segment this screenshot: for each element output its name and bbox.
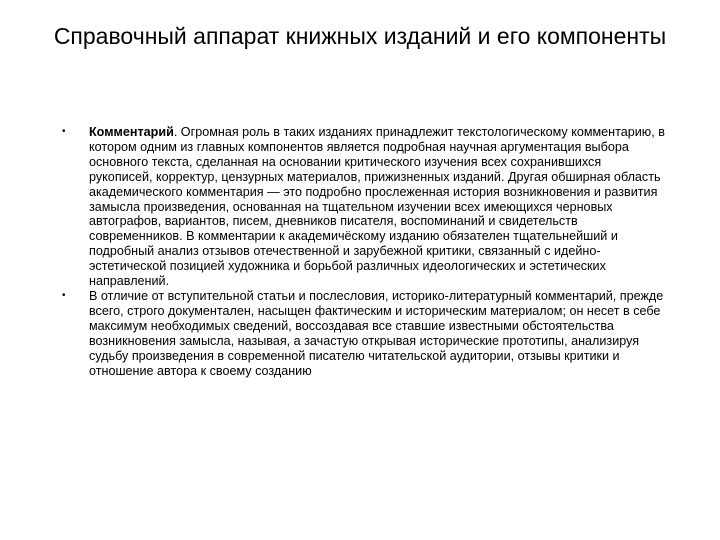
bullet-text: В отличие от вступительной статьи и послесловия, историко-литературный комментарий, прежде всего, строго документален, насыщен фактическим и историческим материалом; он несет в себе максимум необходимых сведений, воссоздавая все ставшие известными обстоятельства возникновения замысла, называя, а зачастую открывая исторические прототипы, анализируя судьбу произведения в современной писателю читательской аудитории, отзывы критики и отношение автора к своему созданию <box>89 288 664 378</box>
bullet-marker: • <box>62 289 66 301</box>
bullet-list <box>56 125 666 378</box>
slide-title: Справочный аппарат книжных изданий и его компоненты <box>53 23 667 49</box>
bullet-marker: • <box>62 126 66 137</box>
bullet-item-commentary <box>56 125 666 289</box>
bullet-term: Комментарий <box>89 125 174 139</box>
bullet-item-historical-commentary <box>56 289 666 378</box>
bullet-text: . Огромная роль в таких изданиях принадлежит текстологическому комментарию, в котором одним из главных компонентов является подробная научная аргументация выбора основного текста, сделанная на основании критического изучения всех сохранившихся рукописей, корректур, цензурных материалов, прижизненных изданий. Другая обширная область академического комментария — это подробно прослеженная история возникновения и развития замысла произведения, основанная на тщательном изучении всех имеющихся черновых автографов, вариантов, писем, дневников писателя, воспоминаний и свидетельств современников. В комментарии к академичёскому изданию обязателен тщательнейший и подробный анализ отзывов отечественной и зарубежной критики, связанный с идейно-эстетической позицией художника и борьбой различных идеологических и эстетических направлений. <box>89 125 665 289</box>
